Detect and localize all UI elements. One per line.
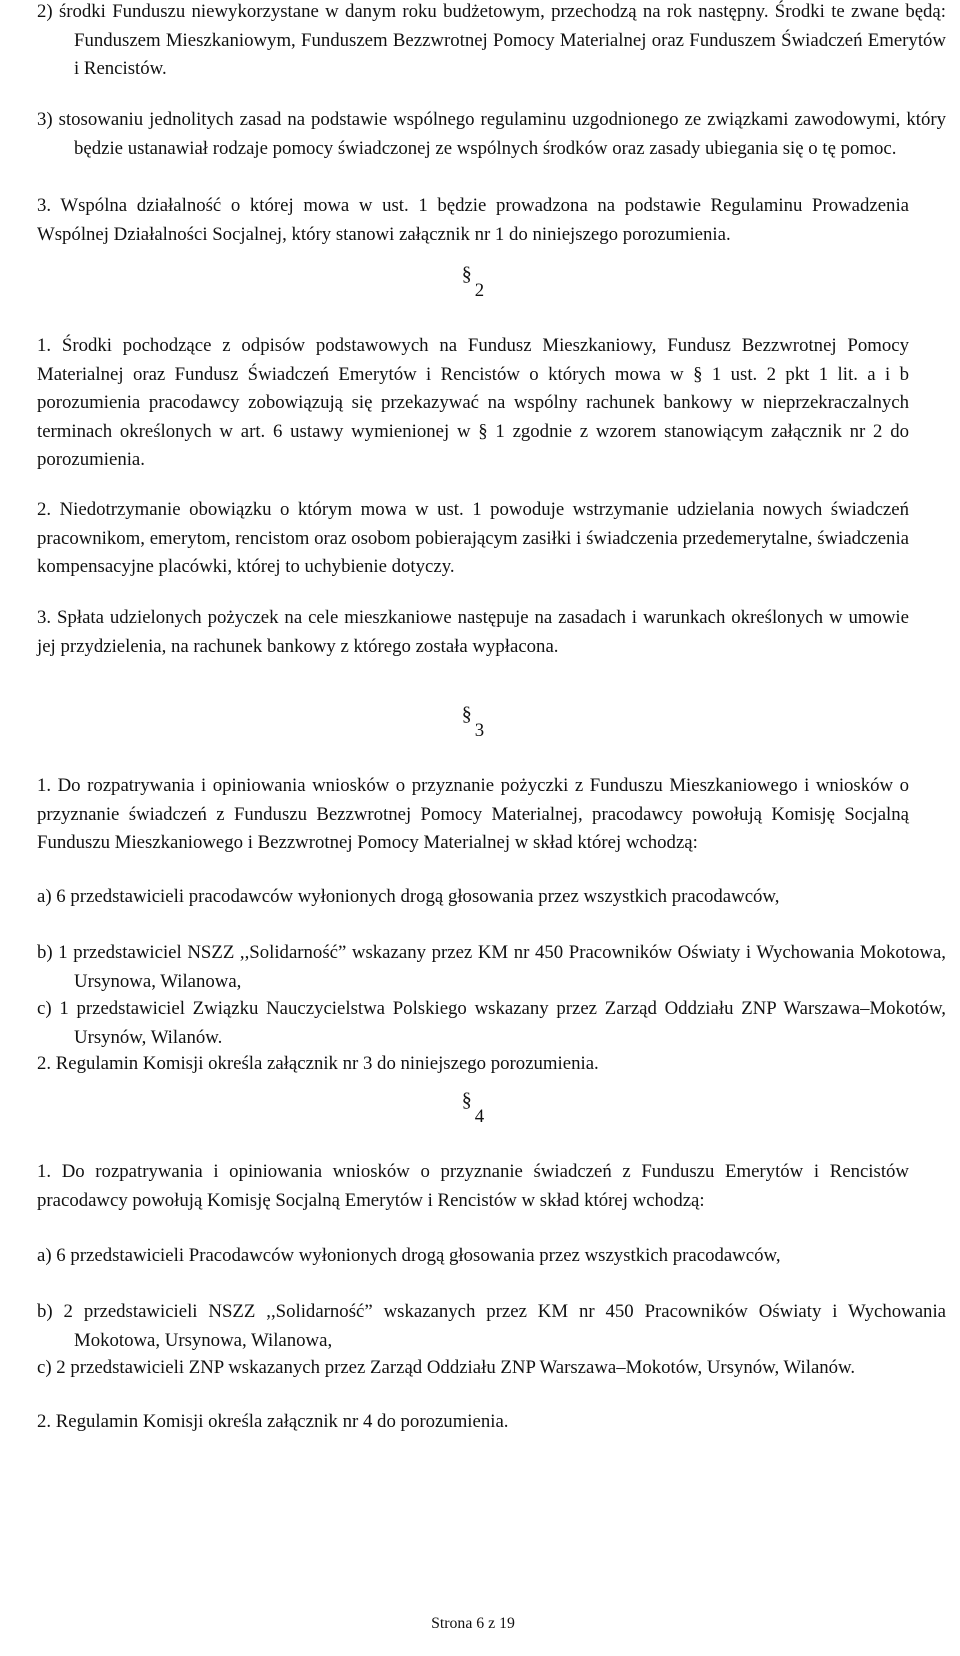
section4-subitem-a: a) 6 przedstawicieli Pracodawców wyłonionych drogą głosowania przez wszystkich pracodawców,	[37, 1245, 781, 1266]
section4-subitem-c: c) 2 przedstawicieli ZNP wskazanych przez Zarząd Oddziału ZNP Warszawa–Mokotów, Ursynów, Wilanów.	[37, 1357, 856, 1378]
section3-item-2: 2. Regulamin Komisji określa załącznik nr 3 do niniejszego porozumienia.	[37, 1053, 599, 1074]
section-heading-2	[37, 263, 909, 306]
section2-item-3: 3. Spłata udzielonych pożyczek na cele mieszkaniowe następuje na zasadach i warunkach określonych w umowie jej przydzielenia, na rachunek bankowy z którego została wypłacona.	[37, 607, 909, 657]
paragraph-p2: 2) środki Funduszu niewykorzystane w danym roku budżetowym, przechodzą na rok następny. Środki te zwane będą: Funduszem Mieszkaniowym, Funduszem Bezzwrotnej Pomocy Materialnej oraz Funduszem Świadczeń Emerytów i Rencistów.	[37, 1, 946, 80]
section-heading-3	[37, 703, 909, 746]
section-number: 4	[474, 1106, 485, 1127]
section4-item-1: 1. Do rozpatrywania i opiniowania wniosków o przyznanie świadczeń z Funduszu Emerytów i Rencistów pracodawcy powołują Komisję Socjalną Emerytów i Rencistów w skład której wchodzą:	[37, 1161, 909, 1211]
section2-item-2: 2. Niedotrzymanie obowiązku o którym mowa w ust. 1 powoduje wstrzymanie udzielania nowych świadczeń pracownikom, emerytom, rencistom oraz osobom pobierającym zasiłki i świadczenia przedemerytalne, świadczenia kompensacyjne placówki, której to uchybienie dotyczy.	[37, 499, 909, 578]
section-number: 2	[474, 280, 485, 301]
section4-subitem-b: b) 2 przedstawicieli NSZZ ,,Solidarność” wskazanych przez KM nr 450 Pracowników Oświaty i Wychowania Mokotowa, Ursynowa, Wilanowa,	[37, 1301, 946, 1351]
section-symbol: §	[461, 703, 472, 725]
paragraph-p4: 3. Wspólna działalność o której mowa w ust. 1 będzie prowadzona na podstawie Regulaminu Prowadzenia Wspólnej Działalności Socjalnej, który stanowi załącznik nr 1 do niniejszego porozumienia.	[37, 195, 909, 245]
section3-item-1: 1. Do rozpatrywania i opiniowania wniosków o przyznanie pożyczki z Funduszu Mieszkaniowego i wniosków o przyznanie świadczeń z Funduszu Bezzwrotnej Pomocy Materialnej, pracodawcy powołują Komisję Socjalną Funduszu Mieszkaniowego i Bezzwrotnej Pomocy Materialnej w skład której wchodzą:	[37, 775, 909, 854]
paragraph-p3: 3) stosowaniu jednolitych zasad na podstawie wspólnego regulaminu uzgodnionego ze związkami zawodowymi, który będzie ustanawiał rodzaje pomocy świadczonej ze wspólnych środków oraz zasady ubiegania się o tę pomoc.	[37, 109, 946, 159]
section3-subitem-c: c) 1 przedstawiciel Związku Nauczycielstwa Polskiego wskazany przez Zarząd Oddziału ZNP Warszawa–Mokotów, Ursynów, Wilanów.	[37, 998, 946, 1048]
section-symbol: §	[461, 263, 472, 285]
section3-subitem-b: b) 1 przedstawiciel NSZZ ,,Solidarność” wskazany przez KM nr 450 Pracowników Oświaty i Wychowania Mokotowa, Ursynowa, Wilanowa,	[37, 942, 946, 992]
section3-subitem-a: a) 6 przedstawicieli pracodawców wyłonionych drogą głosowania przez wszystkich pracodawców,	[37, 886, 780, 907]
section-number: 3	[474, 720, 485, 741]
section-heading-4	[37, 1089, 909, 1132]
section2-item-1: 1. Środki pochodzące z odpisów podstawowych na Fundusz Mieszkaniowy, Fundusz Bezzwrotnej Pomocy Materialnej oraz Fundusz Świadczeń Emerytów i Rencistów o których mowa w § 1 ust. 2 pkt 1 lit. a i b porozumienia pracodawcy zobowiązują się przekazywać na wspólny rachunek bankowy w nieprzekraczalnych terminach określonych w art. 6 ustawy wymienionej w § 1 zgodnie z wzorem stanowiącym załącznik nr 2 do porozumienia.	[37, 335, 909, 471]
section-symbol: §	[461, 1089, 472, 1111]
section4-item-2: 2. Regulamin Komisji określa załącznik nr 4 do porozumienia.	[37, 1411, 509, 1432]
page-footer: Strona 6 z 19	[431, 1615, 515, 1632]
